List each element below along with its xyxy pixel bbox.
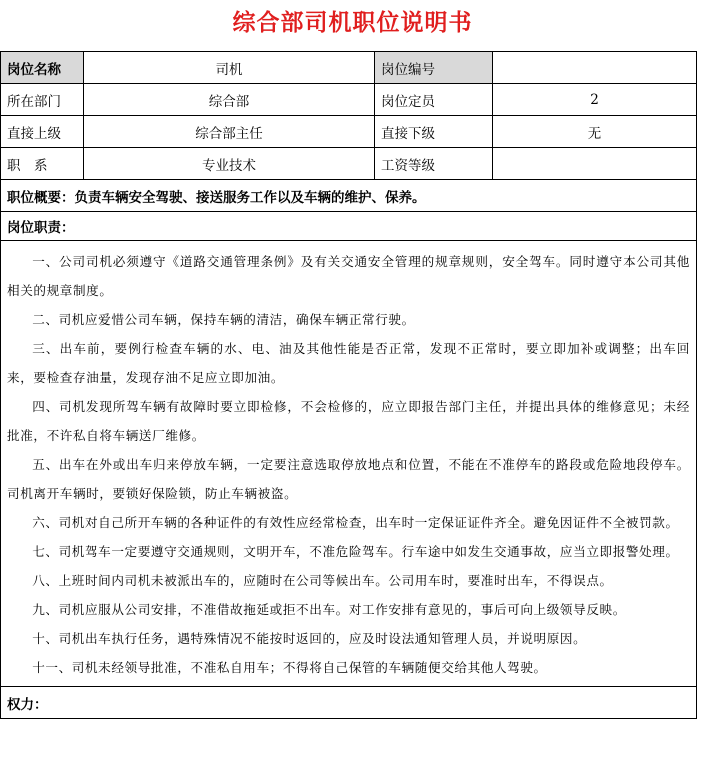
duty-item: 一、公司司机必须遵守《道路交通管理条例》及有关交通安全管理的规章规则，安全驾车。同时遵守本公司其他相关的规章制度。 xyxy=(7,254,690,298)
duty-item: 九、司机应服从公司安排，不准借故拖延或拒不出车。对工作安排有意见的，事后可向上级领导反映。 xyxy=(32,602,626,617)
label-headcount: 岗位定员 xyxy=(375,84,493,116)
table-row xyxy=(1,687,697,719)
value-position-name: 司机 xyxy=(84,52,375,84)
value-direct-subordinate: 无 xyxy=(493,116,697,148)
label-job-family: 职 系 xyxy=(1,148,84,180)
table-row xyxy=(1,148,697,180)
duties-list xyxy=(1,241,697,687)
duty-item: 七、司机驾车一定要遵守交通规则，文明开车，不准危险驾车。行车途中如发生交通事故，应当立即报警处理。 xyxy=(32,544,679,559)
label-position-code: 岗位编号 xyxy=(375,52,493,84)
label-department: 所在部门 xyxy=(1,84,84,116)
value-direct-superior: 综合部主任 xyxy=(84,116,375,148)
label-position-name: 岗位名称 xyxy=(1,52,84,84)
duty-item: 十、司机出车执行任务，遇特殊情况不能按时返回的，应及时设法通知管理人员，并说明原因。 xyxy=(32,631,587,646)
duty-item: 五、出车在外或出车归来停放车辆，一定要注意选取停放地点和位置，不能在不准停车的路段或危险地段停车。司机离开车辆时，要锁好保险锁，防止车辆被盗。 xyxy=(7,457,690,501)
table-row xyxy=(1,180,697,212)
job-description-table xyxy=(0,51,697,719)
duty-item: 二、司机应爱惜公司车辆，保持车辆的清洁，确保车辆正常行驶。 xyxy=(32,312,415,327)
position-summary: 职位概要：负责车辆安全驾驶、接送服务工作以及车辆的维护、保养。 xyxy=(1,180,697,212)
value-headcount: 2 xyxy=(493,84,697,116)
table-row xyxy=(1,52,697,84)
table-row xyxy=(1,116,697,148)
table-row xyxy=(1,84,697,116)
label-direct-subordinate: 直接下级 xyxy=(375,116,493,148)
table-row xyxy=(1,241,697,687)
label-direct-superior: 直接上级 xyxy=(1,116,84,148)
value-job-family: 专业技术 xyxy=(84,148,375,180)
label-salary-grade: 工资等级 xyxy=(375,148,493,180)
duty-item: 十一、司机未经领导批准，不准私自用车；不得将自己保管的车辆随便交给其他人驾驶。 xyxy=(32,660,547,675)
duty-item: 六、司机对自己所开车辆的各种证件的有效性应经常检查，出车时一定保证证件齐全。避免因证件不全被罚款。 xyxy=(32,515,679,530)
authority-heading: 权力： xyxy=(1,687,697,719)
table-row xyxy=(1,212,697,241)
value-department: 综合部 xyxy=(84,84,375,116)
duty-item: 四、司机发现所驾车辆有故障时要立即检修，不会检修的，应立即报告部门主任，并提出具体的维修意见；未经批准，不许私自将车辆送厂维修。 xyxy=(7,399,690,443)
value-position-code xyxy=(493,52,697,84)
value-salary-grade xyxy=(493,148,697,180)
page-title: 综合部司机职位说明书 xyxy=(232,10,473,36)
duty-item: 三、出车前，要例行检查车辆的水、电、油及其他性能是否正常，发现不正常时，要立即加补或调整；出车回来，要检查存油量，发现存油不足应立即加油。 xyxy=(7,341,690,385)
duty-item: 八、上班时间内司机未被派出车的，应随时在公司等候出车。公司用车时，要准时出车，不得误点。 xyxy=(32,573,613,588)
duties-heading: 岗位职责： xyxy=(1,212,697,241)
